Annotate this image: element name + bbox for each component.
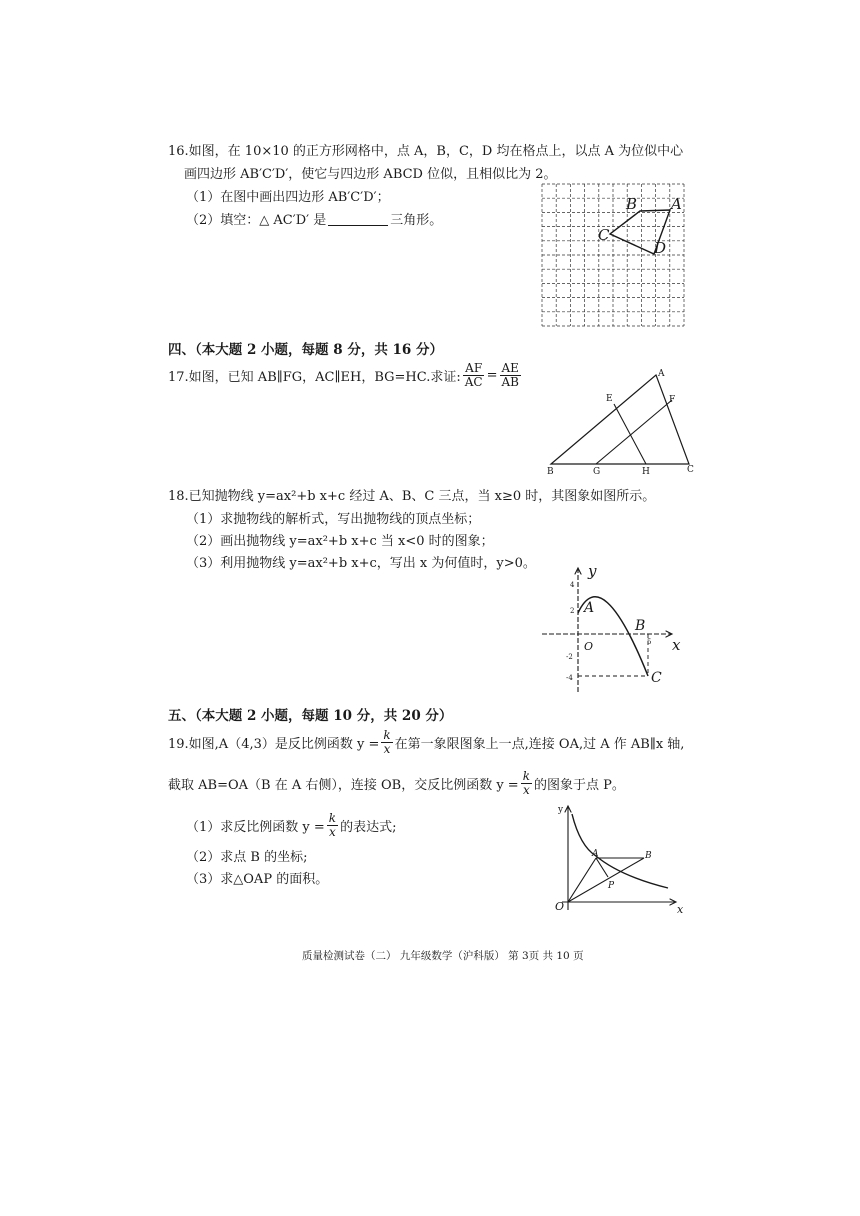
q19-line2-pre: 截取 AB=OA（B 在 A 右侧），连接 OB，交反比例函数 y = <box>168 777 519 793</box>
q18-tick-4: 4 <box>570 581 575 589</box>
q19-part1-pre: （1）求反比例函数 y = <box>186 819 325 835</box>
q17-line-eh <box>614 404 646 464</box>
q16-label-b: B <box>626 195 638 213</box>
q18-label-c: C <box>651 670 662 686</box>
q16-blank <box>328 225 388 226</box>
q19-frac-num-3: k <box>328 810 337 825</box>
q19-part1 <box>186 806 396 844</box>
q18-axis-x-label: x <box>672 636 681 654</box>
q17-label-b: B <box>547 467 554 477</box>
q18-tick-neg2: -2 <box>566 653 573 661</box>
q19-frac-num-2: k <box>522 768 530 783</box>
q19-line1-frac <box>381 729 392 755</box>
q17-frac2-den: AB <box>501 374 519 389</box>
q19-label-p: P <box>608 881 615 891</box>
q19-line2-frac <box>521 770 532 796</box>
q16-line2: 画四边形 AB′C′D′，使它与四边形 ABCD 位似，且相似比为 2。 <box>184 167 557 182</box>
q18-tick-x5: 5 <box>647 638 652 646</box>
q18-origin-label: O <box>584 640 594 653</box>
q17-label-e: E <box>606 394 613 404</box>
q18-parabola-figure <box>540 562 690 696</box>
q17-line-fg <box>596 400 672 464</box>
q18-label-b: B <box>635 618 646 634</box>
q18-tick-neg4: -4 <box>566 674 573 682</box>
q18-line1: 18.已知抛物线 y=ax²+b x+c 经过 A、B、C 三点，当 x≥0 时，其图象如图所示。 <box>168 489 656 504</box>
q17-label-a: A <box>658 369 665 379</box>
q19-segment-oa <box>568 858 596 902</box>
q17-triangle-abc <box>551 375 689 464</box>
q17-label-f: F <box>669 395 676 405</box>
q17-triangle-figure <box>545 368 705 478</box>
q16-label-c: C <box>598 226 610 244</box>
q19-part1-frac <box>327 812 338 838</box>
section4-heading: 四、（本大题 2 小题，每题 8 分，共 16 分） <box>168 342 444 358</box>
q19-hyperbola-figure <box>550 800 690 920</box>
q19-frac-den-3: x <box>329 824 336 839</box>
q16-part2 <box>186 209 442 228</box>
q19-origin-label: O <box>555 900 565 913</box>
q19-frac-den-1: x <box>383 741 391 756</box>
q17-frac-ae-ab <box>500 362 521 388</box>
q16-part1: （1）在图中画出四边形 AB′C′D′； <box>186 190 390 205</box>
q19-axis-x-label: x <box>677 903 684 916</box>
q18-part2: （2）画出抛物线 y=ax²+b x+c 当 x<0 时的图象； <box>186 534 494 549</box>
q17-text: 17.如图，已知 AB∥FG，AC∥EH，BG=HC.求证: <box>168 369 461 385</box>
q17-statement <box>168 357 523 393</box>
q19-axis-y-label: y <box>558 805 564 815</box>
q19-part1-post: 的表达式; <box>340 819 397 835</box>
q18-axis-y-label: y <box>588 562 597 580</box>
q19-segment-ob <box>568 858 644 902</box>
q19-line1-pre: 19.如图,A（4,3）是反比例函数 y = <box>168 736 380 752</box>
q19-part2: （2）求点 B 的坐标; <box>186 850 308 865</box>
q19-line1 <box>168 723 684 761</box>
section5-heading: 五、（本大题 2 小题，每题 10 分，共 20 分） <box>168 708 453 724</box>
q18-tick-2: 2 <box>570 607 575 615</box>
q16-part2-post: 三角形。 <box>390 213 443 228</box>
q19-line2-post: 的图象于点 P。 <box>533 777 625 793</box>
q18-label-a: A <box>584 600 595 616</box>
q16-grid-figure <box>540 182 688 326</box>
q17-frac2-num: AE <box>501 360 519 375</box>
q17-eq: = <box>486 367 498 383</box>
q18-part3: （3）利用抛物线 y=ax²+b x+c，写出 x 为何值时，y>0。 <box>186 556 536 571</box>
q19-frac-den-2: x <box>522 782 530 797</box>
q19-line1-post: 在第一象限图象上一点,连接 OA,过 A 作 AB∥x 轴, <box>394 736 685 752</box>
q17-frac1-den: AC <box>464 374 483 389</box>
q18-part1: （1）求抛物线的解析式，写出抛物线的顶点坐标； <box>186 512 481 527</box>
q19-part3: （3）求△OAP 的面积。 <box>186 872 329 887</box>
q16-part2-pre: （2）填空：△ AC′D′ 是 <box>186 213 327 228</box>
q17-label-c: C <box>687 465 694 475</box>
q17-label-h: H <box>642 467 650 477</box>
q16-line1: 16.如图，在 10×10 的正方形网格中，点 A，B，C，D 均在格点上，以点 A 为位似中心 <box>168 144 684 159</box>
page-footer: 质量检测试卷（二） 九年级数学（沪科版） 第 3页 共 10 页 <box>302 950 584 962</box>
q17-label-g: G <box>593 467 601 477</box>
q17-frac1-num: AF <box>465 360 483 375</box>
q19-label-a: A <box>592 849 599 859</box>
q19-label-b: B <box>645 851 652 861</box>
q19-line2 <box>168 764 625 802</box>
q19-frac-num-1: k <box>383 727 391 742</box>
q16-label-a: A <box>671 195 682 213</box>
q16-label-d: D <box>654 239 667 257</box>
q19-hyperbola-curve <box>572 814 668 888</box>
q17-frac-af-ac <box>463 362 485 388</box>
